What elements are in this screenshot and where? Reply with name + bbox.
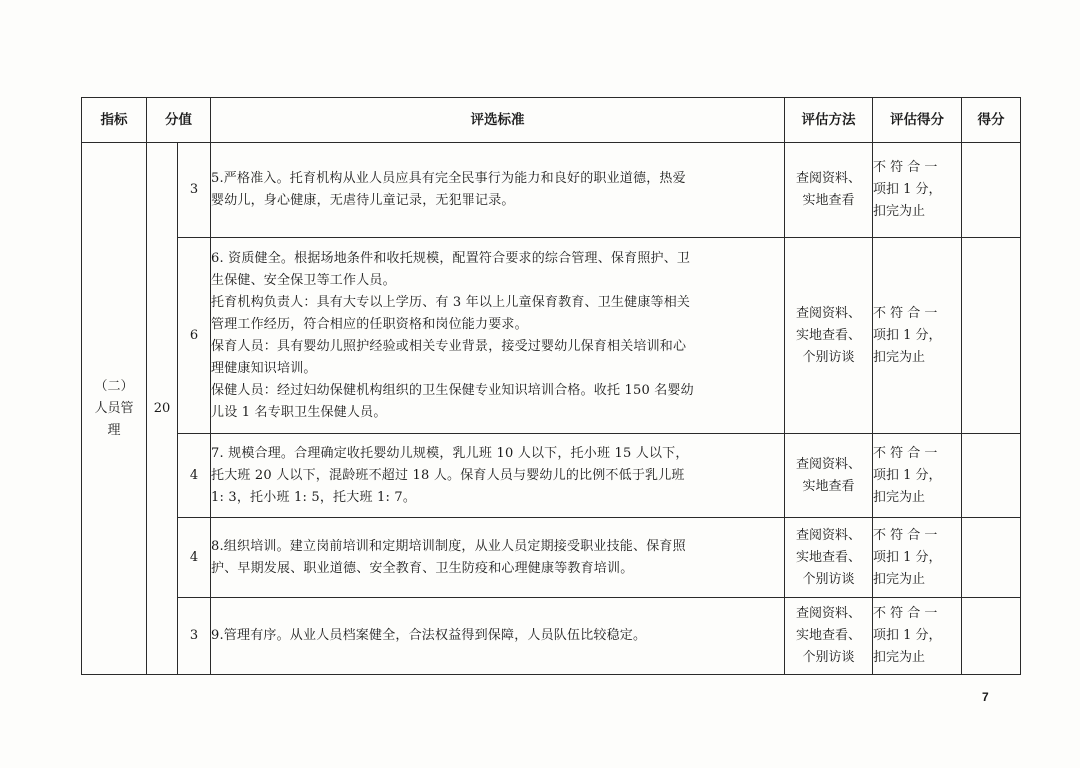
method-line: 查阅资料、 [795,527,861,543]
criteria-line: 保育人员：具有婴幼儿照护经验或相关专业背景，接受过婴幼儿保育相关培训和心 [211,338,687,354]
method-cell [785,598,873,675]
table-row [82,238,1021,434]
scoring-line: 扣完为止 [873,650,926,665]
scoring-cell [873,598,962,675]
method-cell [785,434,873,518]
evaluation-table [81,97,1021,675]
table-row [82,518,1021,598]
criteria-line: 婴幼儿，身心健康，无虐待儿童记录，无犯罪记录。 [211,193,515,208]
item-points: 3 [178,598,211,675]
criteria-line: 护、早期发展、职业道德、安全教育、卫生防疫和心理健康等教育培训。 [211,560,634,576]
item-points: 4 [178,434,211,518]
header-indicator: 指标 [82,98,147,143]
score-input-cell[interactable] [962,518,1021,598]
scoring-cell [873,434,962,518]
criteria-line: 托育机构负责人：具有大专以上学历、有 3 年以上儿童保育教育、卫生健康等相关 [211,294,691,310]
criteria-line: 5.严格准入。托育机构从业人员应具有完全民事行为能力和良好的职业道德，热爱 [211,171,686,186]
method-line: 实地查看、 [795,327,861,343]
item-points: 3 [178,143,211,238]
indicator-line: 人员管 [94,400,134,416]
criteria-line: 9.管理有序。从业人员档案健全，合法权益得到保障，人员队伍比较稳定。 [211,628,647,643]
scoring-line: 不 符 合 一 [873,305,938,321]
criteria-line: 1: 3，托小班 1: 5，托大班 1: 7。 [211,489,417,505]
criteria-cell [211,434,785,518]
table-row [82,598,1021,675]
scoring-cell [873,518,962,598]
scoring-line: 不 符 合 一 [873,160,938,175]
table-row [82,434,1021,518]
method-line: 查阅资料、 [795,171,861,186]
header-criteria: 评选标准 [211,98,785,143]
scoring-line: 项扣 1 分， [873,467,942,483]
scoring-line: 扣完为止 [873,489,926,505]
criteria-line: 生保健、安全保卫等工作人员。 [211,272,396,288]
table-row [82,143,1021,238]
criteria-line: 7. 规模合理。合理确定收托婴幼儿规模，乳儿班 10 人以下，托小班 15 人以下， [211,445,689,461]
header-row [82,98,1021,143]
scoring-line: 扣完为止 [873,571,926,587]
total-points-cell: 20 [147,143,178,675]
method-line: 实地查看、 [795,549,861,565]
method-line: 实地查看 [802,478,855,494]
criteria-cell [211,143,785,238]
indicator-cell [82,143,147,675]
criteria-line: 管理工作经历，符合相应的任职资格和岗位能力要求。 [211,316,528,332]
method-line: 个别访谈 [802,650,855,665]
criteria-line: 儿设 1 名专职卫生保健人员。 [211,404,387,420]
page-number: 7 [982,690,989,704]
criteria-cell [211,598,785,675]
criteria-line: 8.组织培训。建立岗前培训和定期培训制度，从业人员定期接受职业技能、保育照 [211,538,686,554]
indicator-line: 理 [107,422,121,438]
scoring-line: 项扣 1 分， [873,549,942,565]
criteria-line: 6. 资质健全。根据场地条件和收托规模，配置符合要求的综合管理、保育照护、卫 [211,250,691,266]
scoring-line: 不 符 合 一 [873,445,938,461]
criteria-cell [211,238,785,434]
indicator-line: （二） [94,378,134,394]
score-input-cell[interactable] [962,238,1021,434]
scoring-line: 项扣 1 分， [873,327,942,343]
method-line: 个别访谈 [802,349,855,365]
scoring-line: 不 符 合 一 [873,527,938,543]
method-line: 查阅资料、 [795,456,861,472]
header-points: 分值 [147,98,211,143]
scoring-line: 项扣 1 分， [873,628,942,643]
method-cell [785,143,873,238]
header-scoring: 评估得分 [873,98,962,143]
method-line: 查阅资料、 [795,606,861,621]
scoring-line: 项扣 1 分， [873,182,942,197]
criteria-line: 托大班 20 人以下，混龄班不超过 18 人。保育人员与婴幼儿的比例不低于乳儿班 [211,467,685,483]
method-cell [785,518,873,598]
scoring-line: 不 符 合 一 [873,606,938,621]
header-method: 评估方法 [785,98,873,143]
method-line: 实地查看、 [795,628,861,643]
criteria-line: 理健康知识培训。 [211,360,317,376]
header-score: 得分 [962,98,1021,143]
score-input-cell[interactable] [962,143,1021,238]
item-points: 4 [178,518,211,598]
item-points: 6 [178,238,211,434]
method-cell [785,238,873,434]
scoring-line: 扣完为止 [873,349,926,365]
scoring-line: 扣完为止 [873,204,926,219]
scoring-cell [873,143,962,238]
method-line: 实地查看 [802,193,855,208]
method-line: 个别访谈 [802,571,855,587]
criteria-line: 保健人员：经过妇幼保健机构组织的卫生保健专业知识培训合格。收托 150 名婴幼 [211,382,694,398]
score-input-cell[interactable] [962,434,1021,518]
criteria-cell [211,518,785,598]
scoring-cell [873,238,962,434]
score-input-cell[interactable] [962,598,1021,675]
method-line: 查阅资料、 [795,305,861,321]
